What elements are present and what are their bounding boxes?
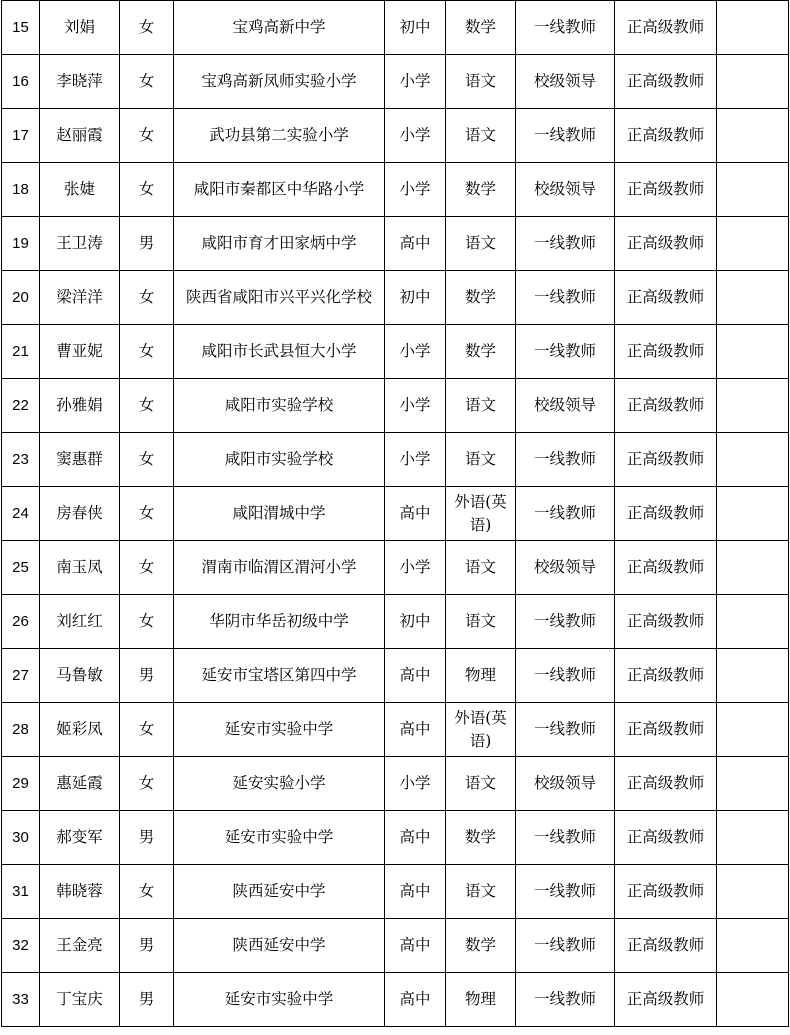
subject-cell: 数学 [446,163,516,217]
row-number-cell: 22 [2,379,40,433]
school-cell: 咸阳市长武县恒大小学 [174,325,385,379]
table-row [2,271,789,325]
teacher-name-cell: 刘红红 [40,595,120,649]
note-cell [717,379,789,433]
professional-title-cell: 正高级教师 [615,595,717,649]
gender-cell: 男 [120,919,174,973]
professional-title-cell: 正高级教师 [615,973,717,1027]
gender-cell: 女 [120,595,174,649]
table-row [2,217,789,271]
position-cell: 校级领导 [516,757,615,811]
gender-cell: 女 [120,379,174,433]
professional-title-cell: 正高级教师 [615,703,717,757]
teacher-name-cell: 李晓萍 [40,55,120,109]
professional-title-cell: 正高级教师 [615,811,717,865]
subject-cell: 外语(英语) [446,487,516,541]
school-stage-cell: 初中 [385,595,446,649]
note-cell [717,703,789,757]
table-row [2,973,789,1027]
note-cell [717,865,789,919]
position-cell: 一线教师 [516,595,615,649]
gender-cell: 女 [120,703,174,757]
position-cell: 校级领导 [516,379,615,433]
school-stage-cell: 小学 [385,757,446,811]
gender-cell: 男 [120,649,174,703]
teacher-name-cell: 惠延霞 [40,757,120,811]
row-number-cell: 25 [2,541,40,595]
gender-cell: 女 [120,271,174,325]
school-stage-cell: 高中 [385,703,446,757]
subject-cell: 语文 [446,217,516,271]
teacher-name-cell: 孙雅娟 [40,379,120,433]
subject-cell: 物理 [446,649,516,703]
school-cell: 宝鸡高新中学 [174,1,385,55]
note-cell [717,271,789,325]
note-cell [717,487,789,541]
school-stage-cell: 小学 [385,163,446,217]
position-cell: 一线教师 [516,487,615,541]
note-cell [717,811,789,865]
subject-cell: 语文 [446,541,516,595]
professional-title-cell: 正高级教师 [615,271,717,325]
professional-title-cell: 正高级教师 [615,109,717,163]
subject-cell: 语文 [446,55,516,109]
teacher-name-cell: 南玉凤 [40,541,120,595]
school-cell: 咸阳市秦都区中华路小学 [174,163,385,217]
school-cell: 宝鸡高新凤师实验小学 [174,55,385,109]
position-cell: 校级领导 [516,55,615,109]
note-cell [717,757,789,811]
teacher-name-cell: 姬彩凤 [40,703,120,757]
subject-cell: 物理 [446,973,516,1027]
row-number-cell: 28 [2,703,40,757]
table-row [2,541,789,595]
position-cell: 一线教师 [516,271,615,325]
teacher-name-cell: 刘娟 [40,1,120,55]
subject-cell: 数学 [446,811,516,865]
table-row [2,865,789,919]
row-number-cell: 15 [2,1,40,55]
subject-cell: 语文 [446,595,516,649]
row-number-cell: 23 [2,433,40,487]
note-cell [717,217,789,271]
subject-cell: 数学 [446,271,516,325]
position-cell: 一线教师 [516,109,615,163]
row-number-cell: 20 [2,271,40,325]
table-row [2,595,789,649]
position-cell: 一线教师 [516,919,615,973]
school-cell: 渭南市临渭区渭河小学 [174,541,385,595]
professional-title-cell: 正高级教师 [615,865,717,919]
school-cell: 陕西延安中学 [174,865,385,919]
gender-cell: 女 [120,757,174,811]
school-stage-cell: 小学 [385,379,446,433]
school-stage-cell: 小学 [385,325,446,379]
professional-title-cell: 正高级教师 [615,163,717,217]
school-stage-cell: 小学 [385,433,446,487]
teacher-name-cell: 房春侠 [40,487,120,541]
gender-cell: 女 [120,541,174,595]
school-cell: 咸阳市育才田家炳中学 [174,217,385,271]
professional-title-cell: 正高级教师 [615,55,717,109]
row-number-cell: 29 [2,757,40,811]
school-cell: 咸阳市实验学校 [174,379,385,433]
gender-cell: 男 [120,811,174,865]
gender-cell: 女 [120,433,174,487]
school-cell: 延安实验小学 [174,757,385,811]
position-cell: 一线教师 [516,325,615,379]
note-cell [717,1,789,55]
school-stage-cell: 高中 [385,811,446,865]
note-cell [717,649,789,703]
note-cell [717,163,789,217]
row-number-cell: 19 [2,217,40,271]
school-cell: 陕西延安中学 [174,919,385,973]
gender-cell: 女 [120,1,174,55]
gender-cell: 女 [120,487,174,541]
school-cell: 延安市实验中学 [174,703,385,757]
subject-cell: 语文 [446,379,516,433]
teacher-name-cell: 丁宝庆 [40,973,120,1027]
row-number-cell: 17 [2,109,40,163]
position-cell: 校级领导 [516,541,615,595]
professional-title-cell: 正高级教师 [615,541,717,595]
table-row [2,811,789,865]
table-row [2,703,789,757]
row-number-cell: 33 [2,973,40,1027]
school-cell: 咸阳市实验学校 [174,433,385,487]
gender-cell: 女 [120,163,174,217]
row-number-cell: 21 [2,325,40,379]
note-cell [717,433,789,487]
row-number-cell: 30 [2,811,40,865]
note-cell [717,55,789,109]
table-row [2,325,789,379]
row-number-cell: 32 [2,919,40,973]
subject-cell: 数学 [446,1,516,55]
table-row [2,433,789,487]
school-stage-cell: 高中 [385,973,446,1027]
school-stage-cell: 高中 [385,919,446,973]
teacher-name-cell: 曹亚妮 [40,325,120,379]
table-body [2,1,789,1027]
row-number-cell: 18 [2,163,40,217]
table-row [2,487,789,541]
gender-cell: 女 [120,55,174,109]
professional-title-cell: 正高级教师 [615,487,717,541]
note-cell [717,109,789,163]
teacher-name-cell: 王金亮 [40,919,120,973]
teacher-roster-table [1,0,789,1027]
gender-cell: 男 [120,217,174,271]
subject-cell: 语文 [446,757,516,811]
note-cell [717,325,789,379]
table-row [2,379,789,433]
school-cell: 陕西省咸阳市兴平兴化学校 [174,271,385,325]
professional-title-cell: 正高级教师 [615,649,717,703]
school-stage-cell: 高中 [385,649,446,703]
subject-cell: 语文 [446,865,516,919]
row-number-cell: 27 [2,649,40,703]
professional-title-cell: 正高级教师 [615,325,717,379]
gender-cell: 女 [120,865,174,919]
school-cell: 延安市实验中学 [174,973,385,1027]
school-stage-cell: 高中 [385,217,446,271]
school-stage-cell: 初中 [385,271,446,325]
position-cell: 校级领导 [516,163,615,217]
table-row [2,163,789,217]
school-cell: 武功县第二实验小学 [174,109,385,163]
professional-title-cell: 正高级教师 [615,217,717,271]
teacher-name-cell: 马鲁敏 [40,649,120,703]
position-cell: 一线教师 [516,433,615,487]
professional-title-cell: 正高级教师 [615,379,717,433]
position-cell: 一线教师 [516,973,615,1027]
school-stage-cell: 高中 [385,487,446,541]
position-cell: 一线教师 [516,811,615,865]
row-number-cell: 31 [2,865,40,919]
position-cell: 一线教师 [516,703,615,757]
school-stage-cell: 高中 [385,865,446,919]
school-cell: 延安市宝塔区第四中学 [174,649,385,703]
row-number-cell: 24 [2,487,40,541]
school-cell: 华阴市华岳初级中学 [174,595,385,649]
teacher-name-cell: 王卫涛 [40,217,120,271]
school-stage-cell: 小学 [385,109,446,163]
school-cell: 延安市实验中学 [174,811,385,865]
subject-cell: 语文 [446,109,516,163]
subject-cell: 数学 [446,325,516,379]
gender-cell: 男 [120,973,174,1027]
note-cell [717,919,789,973]
teacher-name-cell: 窦惠群 [40,433,120,487]
teacher-name-cell: 张婕 [40,163,120,217]
table-row [2,649,789,703]
school-stage-cell: 小学 [385,541,446,595]
school-stage-cell: 初中 [385,1,446,55]
note-cell [717,541,789,595]
row-number-cell: 16 [2,55,40,109]
position-cell: 一线教师 [516,649,615,703]
school-cell: 咸阳渭城中学 [174,487,385,541]
subject-cell: 外语(英语) [446,703,516,757]
gender-cell: 女 [120,109,174,163]
gender-cell: 女 [120,325,174,379]
table-row [2,757,789,811]
teacher-name-cell: 赵丽霞 [40,109,120,163]
table-row [2,109,789,163]
note-cell [717,973,789,1027]
professional-title-cell: 正高级教师 [615,757,717,811]
table-row [2,919,789,973]
position-cell: 一线教师 [516,865,615,919]
table-row [2,1,789,55]
professional-title-cell: 正高级教师 [615,1,717,55]
position-cell: 一线教师 [516,217,615,271]
table-row [2,55,789,109]
teacher-name-cell: 郝变军 [40,811,120,865]
teacher-name-cell: 韩晓蓉 [40,865,120,919]
professional-title-cell: 正高级教师 [615,433,717,487]
subject-cell: 数学 [446,919,516,973]
school-stage-cell: 小学 [385,55,446,109]
teacher-name-cell: 梁洋洋 [40,271,120,325]
position-cell: 一线教师 [516,1,615,55]
subject-cell: 语文 [446,433,516,487]
note-cell [717,595,789,649]
row-number-cell: 26 [2,595,40,649]
professional-title-cell: 正高级教师 [615,919,717,973]
